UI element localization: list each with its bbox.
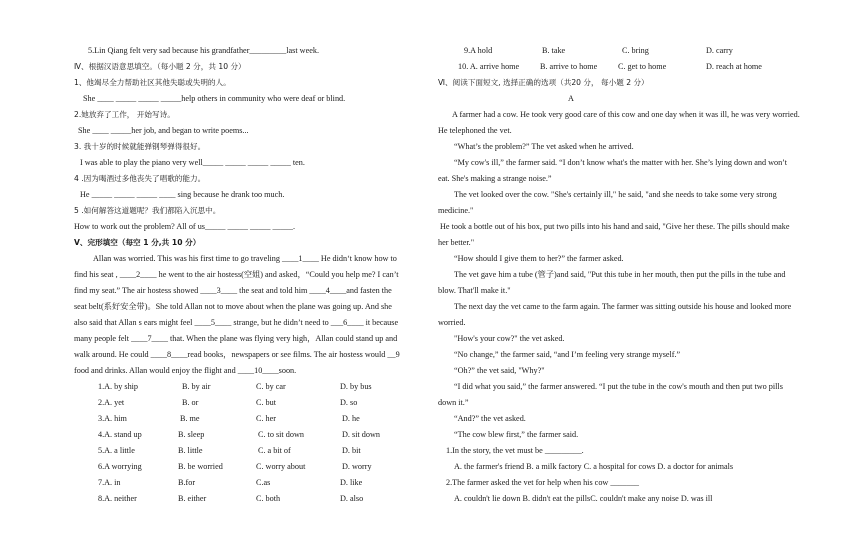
option-d: D. carry [706, 46, 733, 55]
option-b: B.for [178, 478, 196, 487]
option-a: 5.A. a little [98, 446, 135, 455]
cloze-line: food and drinks. Allan would enjoy the flight and ____10____soon. [74, 366, 297, 375]
translation-4-english: He _____ _____ _____ ____ sing because he drank too much. [80, 190, 285, 199]
option-b: B. take [542, 46, 566, 55]
translation-2-english: She ____ _____her job, and began to write poems... [78, 126, 249, 135]
option-b: B. be worried [178, 462, 223, 471]
option-c: C. a bit of [258, 446, 291, 455]
translation-5-chinese: 5 .如何解答这道题呢？我们都陷入沉思中。 [74, 206, 221, 215]
reading-question-1-options: A. the farmer's friend B. a milk factory C. a hospital for cows D. a doctor for animals [454, 462, 734, 471]
story-line: The next day the vet came to the farm again. The farmer was sitting outside his house and looked more [454, 302, 792, 311]
option-c: C. to sit down [258, 430, 304, 439]
story-line: blow. That'll make it." [438, 286, 511, 295]
option-a: 3.A. him [98, 414, 127, 423]
option-d: D. reach at home [706, 62, 762, 71]
option-c: C. get to home [618, 62, 667, 71]
cloze-line: also said that Allan s ears might feel ____5____ strange, but he didn’t need to ___6____ it because [74, 318, 399, 327]
option-a: 9.A hold [464, 46, 493, 55]
story-line: worried. [438, 318, 466, 327]
story-line: He telephoned the vet. [438, 126, 512, 135]
story-line: “The cow blew first,” the farmer said. [454, 430, 579, 439]
reading-question-1: 1.In the story, the vet must be _________. [446, 446, 584, 455]
section-5-heading: V、完形填空（每空 1 分,共 10 分） [74, 238, 201, 247]
option-d: D. sit down [342, 430, 380, 439]
story-line: The vet looked over the cow. "She's certainly ill," he said, "and she needs to take some very strong [454, 190, 777, 199]
story-line: medicine." [438, 206, 474, 215]
translation-2-chinese: 2.她放弃了工作， 开始写诗。 [74, 110, 175, 119]
story-line: A farmer had a cow. He took very good care of this cow and one day when it was ill, he was very worried. [452, 110, 800, 119]
reading-question-2-options: A. couldn't lie down B. didn't eat the pillsC. couldn't make any noise D. was ill [454, 494, 713, 503]
option-d: D. he [342, 414, 360, 423]
option-a: 1.A. by ship [98, 382, 139, 391]
option-b: B. either [178, 494, 207, 503]
translation-1-chinese: 1、他竭尽全力帮助社区其他失聪或失明的人。 [74, 78, 231, 87]
option-a: 8.A. neither [98, 494, 137, 503]
story-line: "How's your cow?" the vet asked. [454, 334, 565, 343]
option-b: B. little [178, 446, 203, 455]
option-c: C. worry about [256, 462, 306, 471]
section-6-heading: Ⅵ、阅读下面短文, 选择正确的选项（共20 分， 每小题 2 分） [438, 78, 649, 87]
option-d: D. like [340, 478, 363, 487]
option-c: C. but [256, 398, 277, 407]
story-line: “No change,” the farmer said, “and I’m feeling very strange myself.” [454, 350, 681, 359]
story-line: “My cow's ill,” the farmer said. “I don’t know what's the matter with her. She’s lying down and won’t [454, 158, 788, 167]
cloze-line: seat belt(系好安全带)。She told Allan not to move about when the plane was going up. And she [74, 302, 392, 311]
option-a: 10. A. arrive home [458, 62, 520, 71]
option-c: C. her [256, 414, 277, 423]
option-b: B. by air [182, 382, 211, 391]
translation-4-chinese: 4 .因为喝酒过多他丧失了唱歌的能力。 [74, 174, 206, 183]
cloze-line: find his seat , ____2____ he went to the air hostess(空姐) and asked，“Could you help me? I can’t [74, 270, 399, 279]
translation-3-chinese: 3. 我十岁的时候就能弹钢琴弹得很好。 [74, 142, 206, 151]
cloze-line: many people felt ____7____ that. When the plane was flying very high，Allan could stand up and [74, 334, 398, 343]
story-line: “What’s the problem?” The vet asked when he arrived. [454, 142, 634, 151]
option-a: 2.A. yet [98, 398, 125, 407]
option-c: C. bring [622, 46, 649, 55]
story-line: “I did what you said,” the farmer answered. “I put the tube in the cow's mouth and then put two pills [454, 382, 783, 391]
cloze-line: walk around. He could ____8____read books，newspapers or see films. The air hostess would __9 [74, 350, 400, 359]
cloze-line: find my seat.” The air hostess showed ____3____ the seat and told him ____4____and fasten the [74, 286, 392, 295]
translation-5-english: How to work out the problem? All of us_____ _____ _____ _____. [74, 222, 296, 231]
story-line: eat. She's making a strange noise.” [438, 174, 552, 183]
fill-in-question-5: 5.Lin Qiang felt very sad because his grandfather_________last week. [88, 46, 319, 55]
part-label: A [568, 94, 574, 103]
option-c: C.as [256, 478, 271, 487]
option-d: D. bit [342, 446, 361, 455]
option-c: C. both [256, 494, 281, 503]
option-b: B. sleep [178, 430, 205, 439]
option-d: D. by bus [340, 382, 372, 391]
story-line: her better." [438, 238, 475, 247]
story-line: down it.” [438, 398, 469, 407]
translation-3-english: I was able to play the piano very well_____ _____ _____ _____ ten. [80, 158, 305, 167]
translation-1-english: She ____ _____ _____ _____help others in community who were deaf or blind. [83, 94, 346, 103]
option-d: D. worry [342, 462, 372, 471]
option-c: C. by car [256, 382, 286, 391]
reading-question-2: 2.The farmer asked the vet for help when his cow _______ [446, 478, 640, 487]
option-b: B. arrive to home [540, 62, 598, 71]
option-a: 7.A. in [98, 478, 121, 487]
option-d: D. so [340, 398, 358, 407]
story-line: The vet gave him a tube (管子)and said, "Put this tube in her mouth, then put the pills in the tube and [454, 270, 786, 279]
option-a: 4.A. stand up [98, 430, 142, 439]
story-line: “And?” the vet asked. [454, 414, 526, 423]
story-line: He took a bottle out of his box, put two pills into his hand and said, "Give her these. The pills should make [440, 222, 790, 231]
story-line: “Oh?” the vet said, "Why?" [454, 366, 545, 375]
option-a: 6.A worrying [98, 462, 142, 471]
option-d: D. also [340, 494, 364, 503]
cloze-line: Allan was worried. This was his first time to go traveling ____1____ He didn‘t know how to [93, 254, 397, 263]
option-b: B. or [182, 398, 199, 407]
story-line: “How should I give them to her?” the farmer asked. [454, 254, 624, 263]
option-b: B. me [180, 414, 200, 423]
section-4-heading: Ⅳ、根据汉语意思填空。（每小题 2 分，共 10 分） [74, 62, 246, 71]
